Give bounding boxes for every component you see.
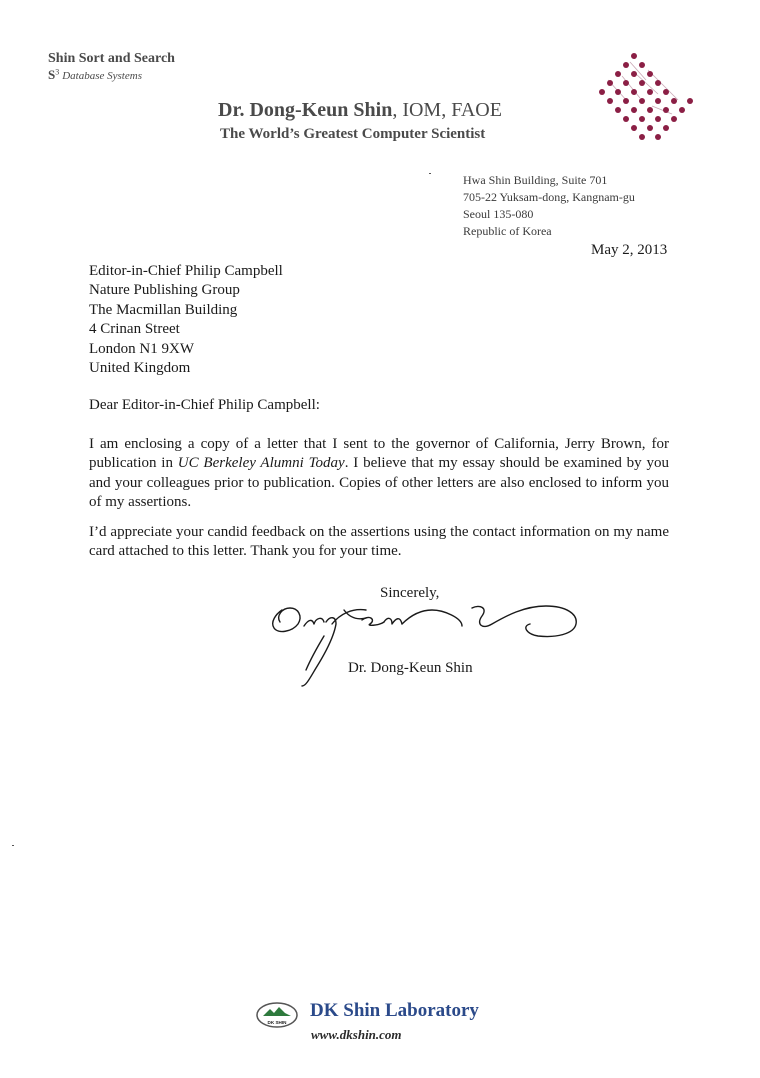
logo-dot — [647, 89, 653, 95]
logo-dot — [663, 89, 669, 95]
company-sub-sup: 3 — [55, 67, 60, 77]
recipient-line: The Macmillan Building — [89, 301, 238, 318]
logo-dot — [647, 125, 653, 131]
logo-dot — [671, 98, 677, 104]
recipient-line: Editor-in-Chief Philip Campbell — [89, 263, 283, 279]
logo-dot — [599, 89, 605, 95]
logo-dot — [655, 80, 661, 86]
logo-dot — [647, 107, 653, 113]
recipient-line: United Kingdom — [89, 360, 191, 377]
logo-dot — [647, 71, 653, 77]
logo-dot — [671, 116, 677, 122]
scan-speck — [429, 173, 431, 174]
logo-dot — [655, 134, 661, 140]
body-paragraph-1 — [89, 435, 669, 513]
logo-dot — [687, 98, 693, 104]
logo-dot — [615, 71, 621, 77]
lab-logo-icon — [255, 1000, 299, 1030]
logo-dot — [623, 116, 629, 122]
company-name: Shin Sort and Search — [48, 51, 175, 66]
dots-logo-icon — [588, 50, 698, 146]
company-subtitle — [48, 67, 142, 83]
letterhead-tagline: The World’s Greatest Computer Scientist — [220, 126, 486, 142]
sender-address — [463, 172, 635, 240]
scan-speck — [12, 845, 14, 846]
recipient-line: London N1 9XW — [89, 340, 194, 357]
logo-dot — [623, 98, 629, 104]
recipient-address — [89, 262, 283, 378]
logo-dot — [663, 107, 669, 113]
logo-dot — [639, 62, 645, 68]
logo-dot — [655, 98, 661, 104]
paragraph1-before: I am enclosing a copy of a letter that I sent to the governor of California, Jerry Brown, for publication in — [89, 436, 669, 472]
logo-dot — [615, 89, 621, 95]
address-line: 705-22 Yuksam-dong, Kangnam-gu — [463, 190, 635, 204]
address-line: Republic of Korea — [463, 224, 552, 238]
logo-dot — [639, 80, 645, 86]
lab-logo-text: DK SHIN — [267, 1020, 287, 1025]
logo-dot — [631, 89, 637, 95]
logo-dot — [615, 107, 621, 113]
lab-website: www.dkshin.com — [311, 1027, 402, 1042]
logo-dot — [639, 116, 645, 122]
logo-dot — [607, 98, 613, 104]
person-name: Dr. Dong-Keun Shin — [218, 99, 393, 121]
company-sub-prefix: S — [48, 67, 56, 82]
logo-dot — [631, 53, 637, 59]
letterhead-person — [218, 99, 502, 122]
paragraph1-after: . I believe that my essay should be examined by you and your colleagues prior to publication. Copies of other letters are also enclosed to inform you of my assertions. — [89, 455, 669, 511]
logo-dot — [639, 134, 645, 140]
logo-dot — [639, 98, 645, 104]
logo-dot — [623, 62, 629, 68]
address-line: Seoul 135-080 — [463, 207, 534, 221]
logo-dot — [663, 125, 669, 131]
salutation: Dear Editor-in-Chief Philip Campbell: — [89, 397, 320, 413]
logo-dot — [631, 107, 637, 113]
address-line: Hwa Shin Building, Suite 701 — [463, 173, 608, 187]
publication-title: UC Berkeley Alumni Today — [177, 455, 345, 472]
recipient-line: 4 Crinan Street — [89, 321, 180, 338]
company-sub-text: Database Systems — [62, 70, 142, 82]
person-credentials: , IOM, FAOE — [392, 99, 502, 121]
logo-dot — [655, 116, 661, 122]
logo-dot — [679, 107, 685, 113]
logo-dot — [623, 80, 629, 86]
signer-name: Dr. Dong-Keun Shin — [348, 660, 473, 676]
logo-dot — [631, 71, 637, 77]
closing: Sincerely, — [380, 585, 440, 601]
body-paragraph-2: I’d appreciate your candid feedback on the assertions using the contact information on my name card attached to this letter. Thank you for your time. — [89, 524, 669, 560]
letter-date: May 2, 2013 — [591, 242, 668, 258]
lab-name: DK Shin Laboratory — [310, 1000, 479, 1021]
recipient-line: Nature Publishing Group — [89, 282, 240, 299]
logo-dot — [607, 80, 613, 86]
logo-dot — [631, 125, 637, 131]
